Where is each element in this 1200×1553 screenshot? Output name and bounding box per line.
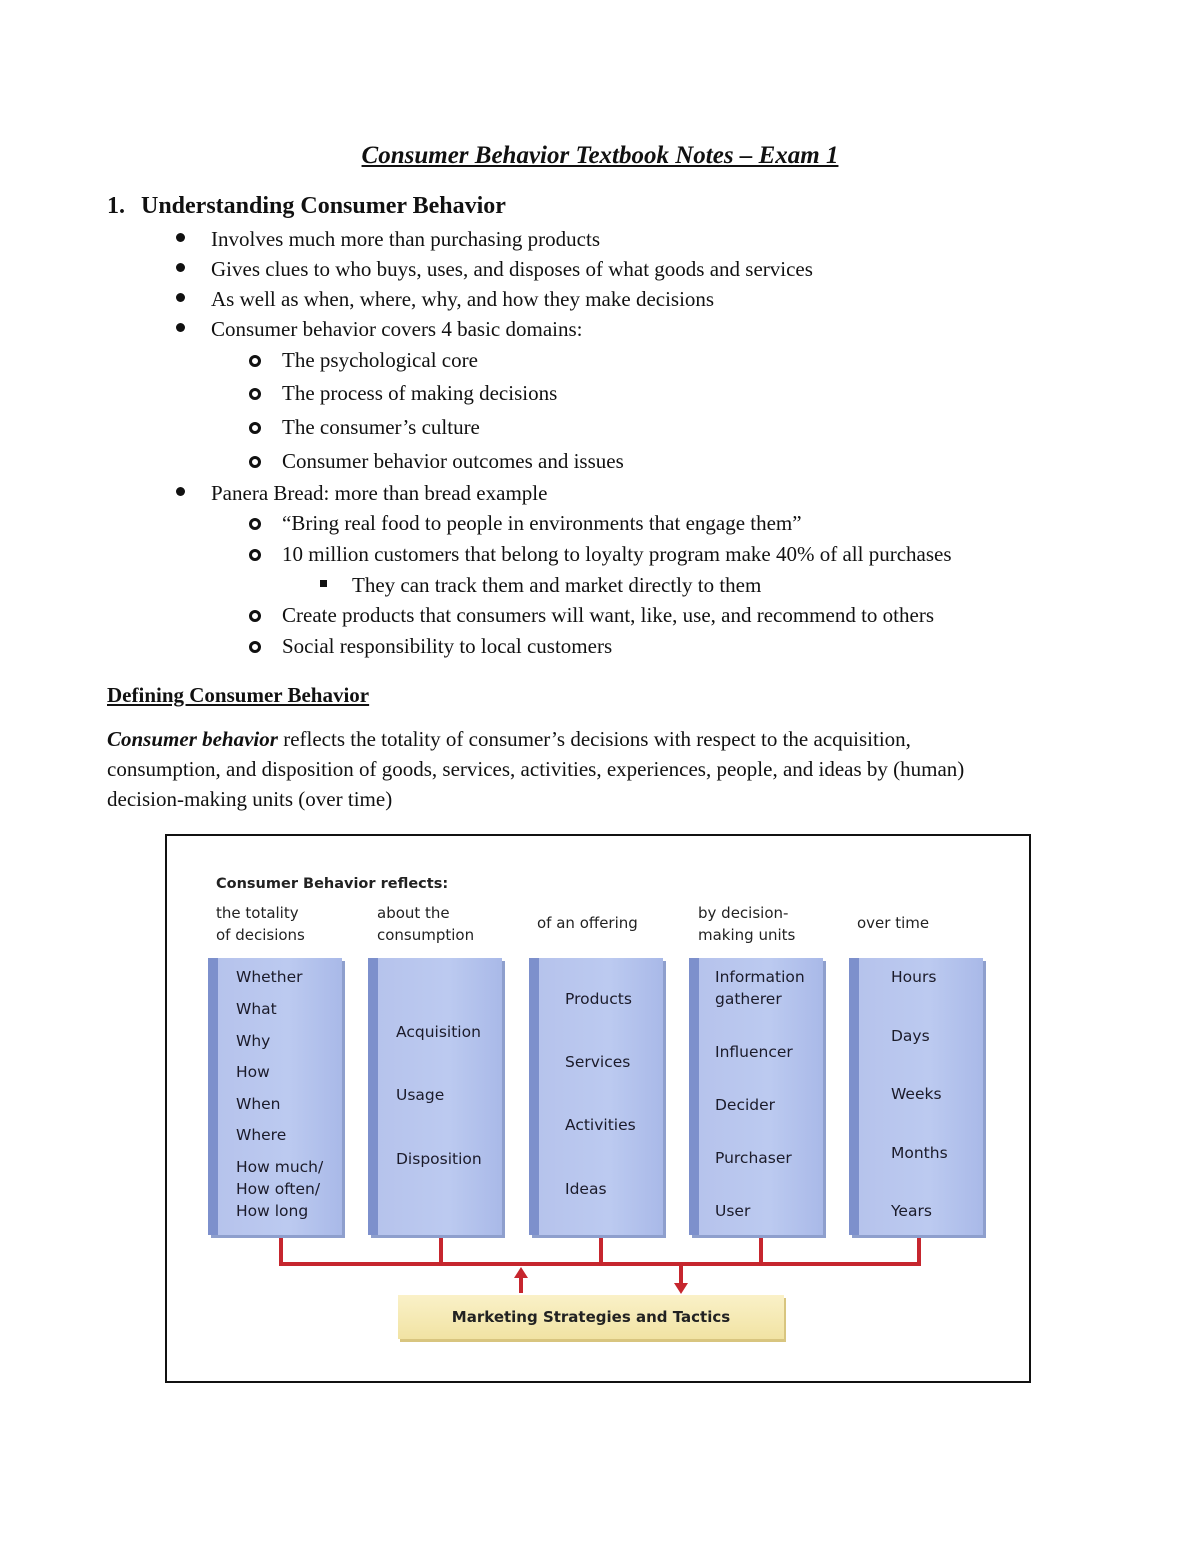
column-header bbox=[698, 902, 795, 946]
subsection-heading: Defining Consumer Behavior bbox=[107, 683, 370, 707]
list-item: The consumer’s culture bbox=[282, 415, 480, 439]
circle-bullet-icon bbox=[249, 388, 261, 400]
column-item: Acquisition bbox=[396, 1023, 481, 1041]
circle-bullet-icon bbox=[249, 456, 261, 468]
column-header-line: about the bbox=[377, 904, 450, 922]
definition-paragraph bbox=[107, 724, 1097, 814]
list-item: “Bring real food to people in environments that engage them” bbox=[282, 511, 802, 535]
list-item: The psychological core bbox=[282, 348, 478, 372]
column-item: Why bbox=[236, 1032, 271, 1050]
column-item: Services bbox=[565, 1053, 631, 1071]
list-item: Panera Bread: more than bread example bbox=[211, 481, 548, 505]
figure-title: Consumer Behavior reflects: bbox=[216, 876, 449, 892]
marketing-strategies-box bbox=[398, 1295, 784, 1339]
column-edge bbox=[689, 958, 699, 1235]
decision-column bbox=[208, 958, 342, 1235]
column-header-line: the totality bbox=[216, 904, 299, 922]
bullet-icon bbox=[176, 323, 185, 332]
list-item: 10 million customers that belong to loyalty program make 40% of all purchases bbox=[282, 542, 952, 566]
column-item: How long bbox=[236, 1202, 309, 1220]
list-item: Social responsibility to local customers bbox=[282, 634, 613, 658]
column-item: Hours bbox=[891, 968, 937, 986]
column-item: Years bbox=[891, 1202, 932, 1220]
column-item: Disposition bbox=[396, 1150, 482, 1168]
column-item: What bbox=[236, 1000, 277, 1018]
column-item: Days bbox=[891, 1027, 930, 1045]
bullet-icon bbox=[176, 263, 185, 272]
connector-bar bbox=[279, 1262, 921, 1266]
list-item: Consumer behavior outcomes and issues bbox=[282, 449, 624, 473]
column-header-line: over time bbox=[857, 914, 930, 932]
connector-line bbox=[679, 1266, 683, 1283]
connector-line bbox=[917, 1238, 921, 1264]
bullet-icon bbox=[176, 293, 185, 302]
column-item: When bbox=[236, 1095, 281, 1113]
column-item: Products bbox=[565, 990, 632, 1008]
column-item: How much/ bbox=[236, 1158, 324, 1176]
column-item: Usage bbox=[396, 1086, 445, 1104]
connector-line bbox=[759, 1238, 763, 1264]
document-title: Consumer Behavior Textbook Notes – Exam 1 bbox=[361, 142, 839, 169]
column-item: Weeks bbox=[891, 1085, 942, 1103]
column-item: Activities bbox=[565, 1116, 636, 1134]
column-item: How often/ bbox=[236, 1180, 321, 1198]
definition-text: decision-making units (over time) bbox=[107, 787, 393, 811]
section-heading-text: Understanding Consumer Behavior bbox=[141, 193, 506, 219]
definition-text: reflects the totality of consumer’s decisions with respect to the acquisition, bbox=[277, 727, 911, 751]
offering-column bbox=[529, 958, 663, 1235]
list-item: Create products that consumers will want, like, use, and recommend to others bbox=[282, 603, 934, 627]
column-header-line: consumption bbox=[377, 926, 475, 944]
column-item: Where bbox=[236, 1126, 287, 1144]
consumer-behavior-figure bbox=[165, 834, 1031, 1383]
decision-units-column bbox=[689, 958, 823, 1235]
circle-bullet-icon bbox=[249, 355, 261, 367]
column-header bbox=[216, 902, 305, 946]
column-item: Information bbox=[715, 968, 805, 986]
list-item: Gives clues to who buys, uses, and disposes of what goods and services bbox=[211, 257, 813, 281]
connector-line bbox=[439, 1238, 443, 1264]
column-header bbox=[377, 902, 474, 946]
section-heading bbox=[107, 193, 506, 220]
circle-bullet-icon bbox=[249, 518, 261, 530]
column-edge bbox=[849, 958, 859, 1235]
circle-bullet-icon bbox=[249, 610, 261, 622]
definition-term: Consumer behavior bbox=[107, 727, 278, 751]
figure-canvas bbox=[167, 836, 1029, 1381]
list-item: Consumer behavior covers 4 basic domains: bbox=[211, 317, 583, 341]
arrow-up-icon bbox=[514, 1267, 528, 1278]
bullet-icon bbox=[176, 233, 185, 242]
section-number: 1. bbox=[107, 193, 125, 219]
list-item: Involves much more than purchasing products bbox=[211, 227, 600, 251]
column-item: Ideas bbox=[565, 1180, 607, 1198]
column-header-line: of decisions bbox=[216, 926, 305, 944]
list-item: They can track them and market directly to them bbox=[352, 573, 762, 597]
column-edge bbox=[529, 958, 539, 1235]
circle-bullet-icon bbox=[249, 641, 261, 653]
column-item: Decider bbox=[715, 1096, 776, 1114]
column-edge bbox=[208, 958, 218, 1235]
bullet-icon bbox=[176, 487, 185, 496]
time-column bbox=[849, 958, 983, 1235]
column-header-line: making units bbox=[698, 926, 796, 944]
column-header-line: by decision- bbox=[698, 904, 789, 922]
column-item: Months bbox=[891, 1144, 948, 1162]
column-item: How bbox=[236, 1063, 270, 1081]
consumption-column bbox=[368, 958, 502, 1235]
marketing-strategies-label: Marketing Strategies and Tactics bbox=[451, 1308, 731, 1326]
column-edge bbox=[368, 958, 378, 1235]
column-item: Purchaser bbox=[715, 1149, 792, 1167]
circle-bullet-icon bbox=[249, 422, 261, 434]
square-bullet-icon bbox=[320, 580, 327, 587]
connector-line bbox=[599, 1238, 603, 1264]
connector-line bbox=[279, 1238, 283, 1264]
column-item: Influencer bbox=[715, 1043, 793, 1061]
connector-line bbox=[519, 1276, 523, 1293]
arrow-down-icon bbox=[674, 1283, 688, 1294]
column-header bbox=[857, 912, 929, 934]
list-item: As well as when, where, why, and how they make decisions bbox=[211, 287, 715, 311]
column-header-line: of an offering bbox=[537, 914, 638, 932]
column-item: Whether bbox=[236, 968, 303, 986]
circle-bullet-icon bbox=[249, 549, 261, 561]
column-item: User bbox=[715, 1202, 751, 1220]
definition-text: consumption, and disposition of goods, services, activities, experiences, people, and ideas by (human) bbox=[107, 757, 965, 781]
column-header bbox=[537, 912, 638, 934]
column-item: gatherer bbox=[715, 990, 782, 1008]
list-item: The process of making decisions bbox=[282, 381, 558, 405]
